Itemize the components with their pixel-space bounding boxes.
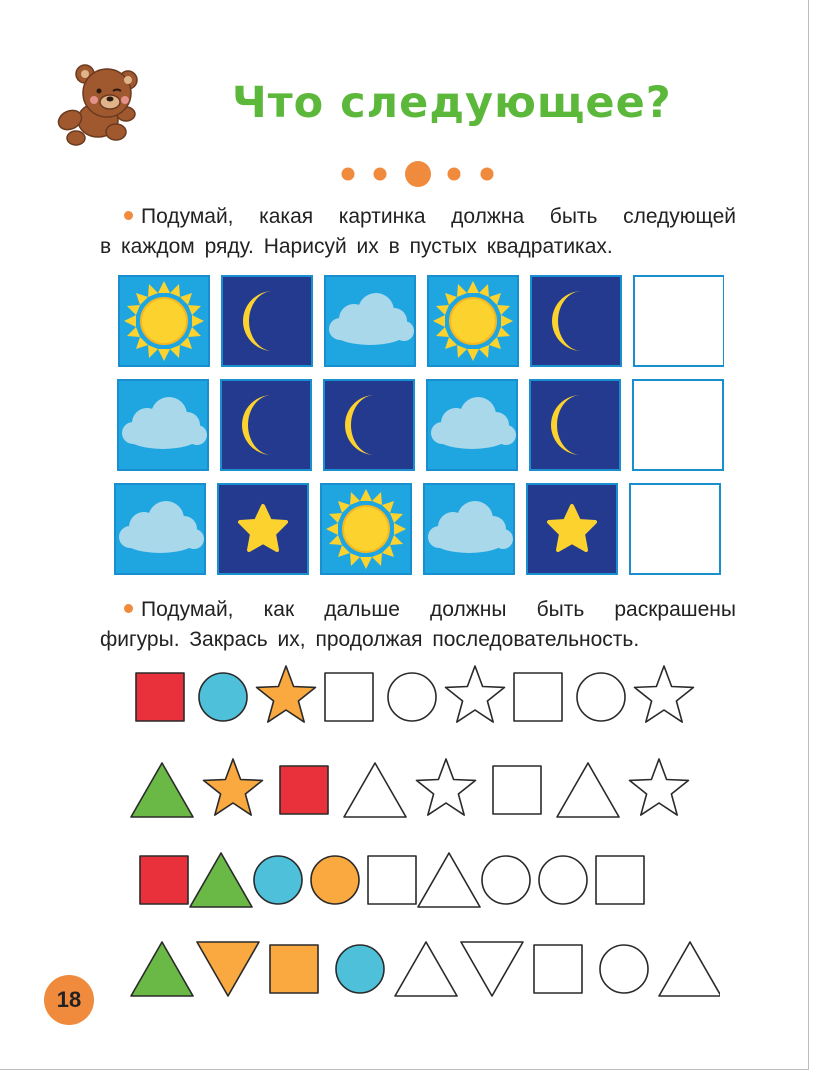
task1-line1: Подумай, какая картинка должна быть следующей bbox=[141, 205, 736, 228]
blank-star-shape[interactable] bbox=[635, 666, 694, 722]
picture-cell bbox=[428, 276, 518, 366]
blank-circle-shape[interactable] bbox=[600, 945, 648, 993]
blank-star-shape[interactable] bbox=[417, 759, 476, 815]
picture-cell bbox=[424, 484, 514, 574]
blank-square-shape[interactable] bbox=[596, 856, 644, 904]
colored-star-shape bbox=[257, 666, 316, 722]
blank-triangle-shape[interactable] bbox=[395, 942, 457, 996]
colored-circle-shape bbox=[336, 945, 384, 993]
blank-circle-shape[interactable] bbox=[539, 856, 587, 904]
picture-cell bbox=[321, 484, 411, 574]
shape-sequences bbox=[120, 660, 720, 1010]
colored-triangle-shape bbox=[131, 942, 193, 996]
blank-circle-shape[interactable] bbox=[388, 673, 436, 721]
picture-cell bbox=[221, 380, 311, 470]
teddy-bear-icon bbox=[52, 58, 147, 148]
blank-triangle-shape[interactable] bbox=[344, 763, 406, 817]
colored-square-shape bbox=[140, 856, 188, 904]
blank-triangle-down-shape[interactable] bbox=[461, 942, 523, 996]
picture-cell bbox=[325, 276, 415, 366]
sun-icon bbox=[433, 281, 513, 361]
page-title: Что следующее? bbox=[232, 78, 672, 128]
blank-square-shape[interactable] bbox=[514, 673, 562, 721]
task2-line1: Подумай, как дальше должны быть раскрашены bbox=[141, 598, 736, 621]
blank-square-shape[interactable] bbox=[325, 673, 373, 721]
task1-line2: в каждом ряду. Нарисуй их в пустых квадратиках. bbox=[100, 235, 613, 258]
blank-triangle-shape[interactable] bbox=[418, 853, 480, 907]
picture-cell bbox=[324, 380, 414, 470]
blank-triangle-shape[interactable] bbox=[557, 763, 619, 817]
task2-line2: фигуры. Закрась их, продолжая последовательность. bbox=[100, 628, 640, 651]
blank-circle-shape[interactable] bbox=[482, 856, 530, 904]
blank-triangle-shape[interactable] bbox=[659, 942, 720, 996]
bullet-icon bbox=[124, 211, 133, 220]
sun-icon bbox=[326, 489, 406, 569]
empty-answer-cell[interactable] bbox=[630, 484, 720, 574]
picture-cell bbox=[427, 380, 517, 470]
colored-triangle-shape bbox=[190, 853, 252, 907]
picture-cell bbox=[118, 380, 208, 470]
picture-cell bbox=[531, 276, 621, 366]
picture-cell bbox=[527, 484, 617, 574]
page-number: 18 bbox=[44, 975, 94, 1025]
colored-circle-shape bbox=[254, 856, 302, 904]
empty-answer-cell[interactable] bbox=[633, 380, 723, 470]
task1-instruction bbox=[100, 202, 736, 262]
picture-cell bbox=[218, 484, 308, 574]
blank-circle-shape[interactable] bbox=[577, 673, 625, 721]
decorative-dots bbox=[338, 158, 498, 190]
picture-cell bbox=[222, 276, 312, 366]
colored-circle-shape bbox=[311, 856, 359, 904]
colored-square-shape bbox=[280, 766, 328, 814]
colored-star-shape bbox=[204, 759, 263, 815]
colored-square-shape bbox=[270, 945, 318, 993]
colored-square-shape bbox=[136, 673, 184, 721]
blank-square-shape[interactable] bbox=[368, 856, 416, 904]
colored-triangle-shape bbox=[131, 763, 193, 817]
colored-triangle-down-shape bbox=[197, 942, 259, 996]
blank-star-shape[interactable] bbox=[630, 759, 689, 815]
colored-circle-shape bbox=[199, 673, 247, 721]
blank-square-shape[interactable] bbox=[534, 945, 582, 993]
bullet-icon bbox=[124, 604, 133, 613]
task2-instruction bbox=[100, 595, 736, 655]
blank-square-shape[interactable] bbox=[493, 766, 541, 814]
empty-answer-cell[interactable] bbox=[634, 276, 724, 366]
blank-star-shape[interactable] bbox=[446, 666, 505, 722]
picture-cell bbox=[115, 484, 205, 574]
sun-icon bbox=[124, 281, 204, 361]
picture-cell bbox=[530, 380, 620, 470]
picture-grid bbox=[112, 275, 724, 580]
picture-cell bbox=[119, 276, 209, 366]
